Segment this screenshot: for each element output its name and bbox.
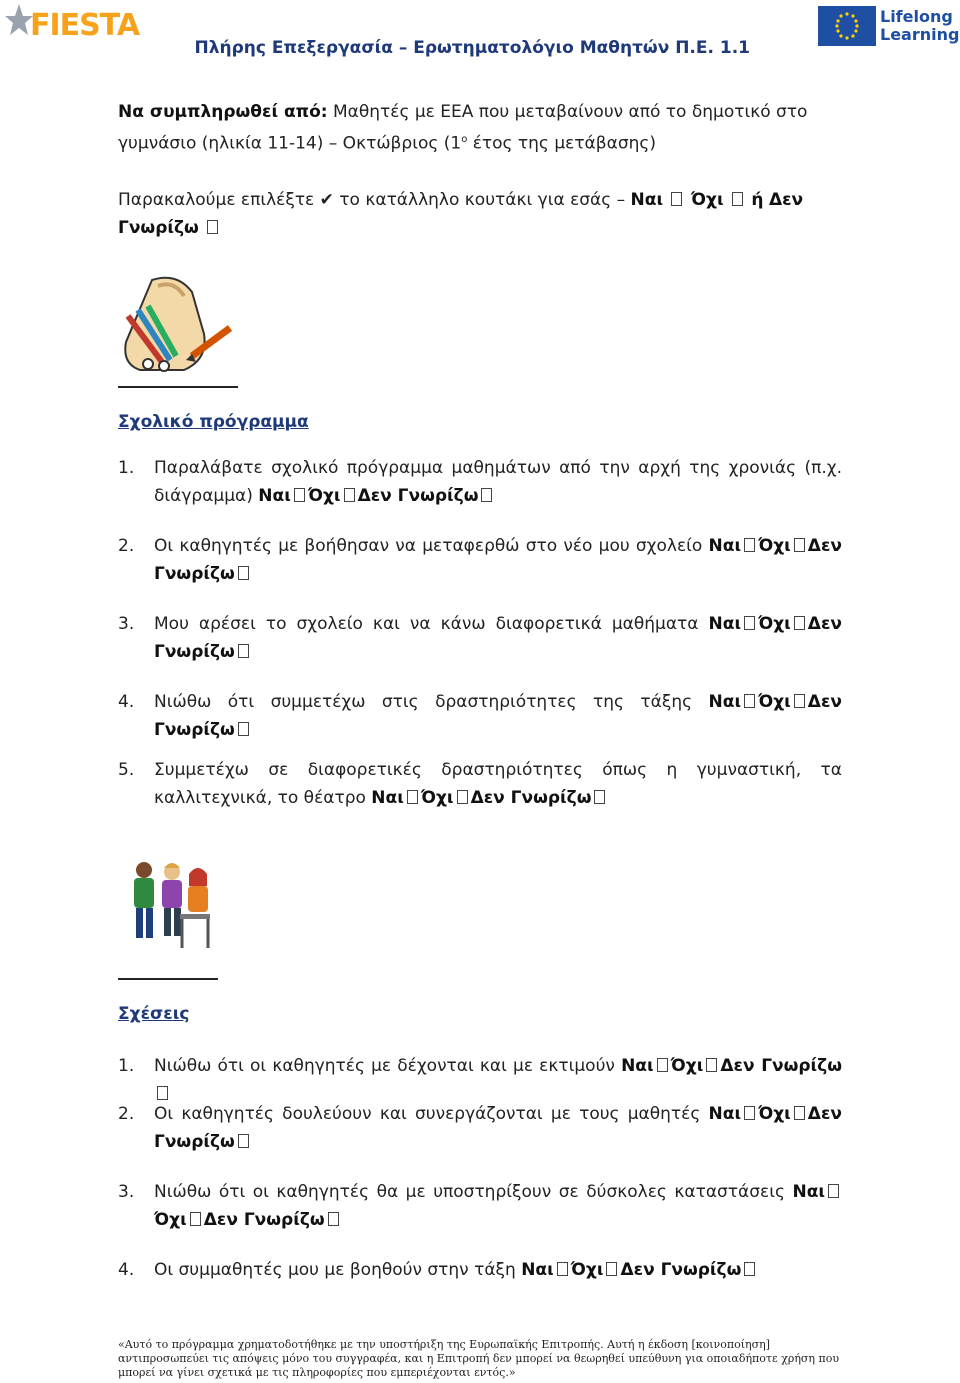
question-item: 4. Οι συμμαθητές μου με βοηθούν στην τάξη Ναι Όχι Δεν Γνωρίζω [118,1256,842,1284]
checkbox-yes[interactable] [828,1184,839,1198]
checkbox-yes[interactable] [744,694,755,708]
question-item: 3. Νιώθω ότι οι καθηγητές θα με υποστηρίξουν σε δύσκολες καταστάσεις ΝαιΌχι Δεν Γνωρίζω [118,1178,842,1234]
question-item: 1. Νιώθω ότι οι καθηγητές με δέχονται και με εκτιμούν Ναι Όχι Δεν Γνωρίζω [118,1052,842,1108]
students-clipart [118,856,218,960]
checkbox-no[interactable] [344,488,355,502]
question-item: 1. Παραλάβατε σχολικό πρόγραμμα μαθημάτων από την αρχή της χρονιάς (π.χ. διάγραμμα) Ναι Όχι Δεν Γνωρίζω [118,458,842,506]
checkbox-no[interactable] [732,192,743,206]
checkbox-yes[interactable] [294,488,305,502]
checkbox-yes[interactable] [744,1106,755,1120]
checkbox-dont-know[interactable] [238,644,249,658]
checkbox-dont-know[interactable] [481,488,492,502]
checkbox-no[interactable] [457,790,468,804]
lifelong-learning-logo: Lifelong Learning [880,7,960,44]
checkbox-dont-know[interactable] [207,220,218,234]
checkbox-no[interactable] [794,694,805,708]
checkbox-yes[interactable] [744,616,755,630]
section-title-relationships: Σχέσεις [118,1004,190,1024]
divider [118,978,218,980]
question-item: 2. Οι καθηγητές με βοήθησαν να μεταφερθώ στο νέο μου σχολείο Ναι Όχι Δεν Γνωρίζω [118,536,842,584]
pencils-clipart [112,272,242,386]
checkbox-dont-know[interactable] [744,1262,755,1276]
checkbox-no[interactable] [190,1212,201,1226]
checkbox-dont-know[interactable] [328,1212,339,1226]
checkbox-dont-know[interactable] [238,1134,249,1148]
checkbox-dont-know[interactable] [594,790,605,804]
fiesta-wordmark: FIESTA [30,8,140,43]
checkbox-yes[interactable] [671,192,682,206]
question-item: 2. Οι καθηγητές δουλεύουν και συνεργάζονται με τους μαθητές Ναι Όχι Δεν Γνωρίζω [118,1104,842,1152]
checkbox-yes[interactable] [744,538,755,552]
checkbox-no[interactable] [706,1058,717,1072]
section-title-school-program: Σχολικό πρόγραμμα [118,412,309,432]
checkbox-no[interactable] [794,1106,805,1120]
checkbox-yes[interactable] [557,1262,568,1276]
question-item: 3. Μου αρέσει το σχολείο και να κάνω διαφορετικά μαθήματα Ναι Όχι Δεν Γνωρίζω [118,614,842,662]
checkbox-dont-know[interactable] [238,722,249,736]
funding-disclaimer: «Αυτό το πρόγραμμα χρηματοδοτήθηκε με την υποστήριξη της Ευρωπαϊκής Επιτροπής. Αυτή η έκδοση [κοινοποίηση] αντιπροσωπεύει τις απόψεις μόνο του συγγραφέα, και η Επιτροπή δεν μπορεί να θεωρηθεί υπεύθυνη για οποιαδήποτε χρήση που μπορεί να γίνει σχετικά με τις πληροφορίες που εμπεριέχονται εντός.» [118,1338,840,1379]
checkbox-dont-know[interactable] [157,1086,168,1100]
eu-flag-icon [818,6,876,46]
checkbox-dont-know[interactable] [238,566,249,580]
instruction-paragraph: Παρακαλούμε επιλέξτε ✔ το κατάλληλο κουτάκι για εσάς – Ναι Όχι ή Δεν Γνωρίζω [118,190,804,238]
document-title: Πλήρης Επεξεργασία – Ερωτηματολόγιο Μαθητών Π.Ε. 1.1 [194,38,750,58]
question-item: 5. Συμμετέχω σε διαφορετικές δραστηριότητες όπως η γυμναστική, τα καλλιτεχνικά, το θέατρο Ναι Όχι Δεν Γνωρίζω [118,760,842,808]
checkbox-yes[interactable] [407,790,418,804]
checkbox-no[interactable] [794,538,805,552]
checkmark-icon: ✔ [319,190,334,210]
fill-by-paragraph: Να συμπληρωθεί από: Μαθητές με ΕΕΑ που μεταβαίνουν από το δημοτικό στο γυμνάσιο (ηλικία 11-14) – Οκτώβριος ($1^o$ έτος της μετάβασης) [118,102,808,154]
checkbox-yes[interactable] [657,1058,668,1072]
question-item: 4. Νιώθω ότι συμμετέχω στις δραστηριότητες της τάξης Ναι Όχι Δεν Γνωρίζω [118,692,842,740]
checkbox-no[interactable] [794,616,805,630]
checkbox-no[interactable] [606,1262,617,1276]
divider [118,386,238,388]
